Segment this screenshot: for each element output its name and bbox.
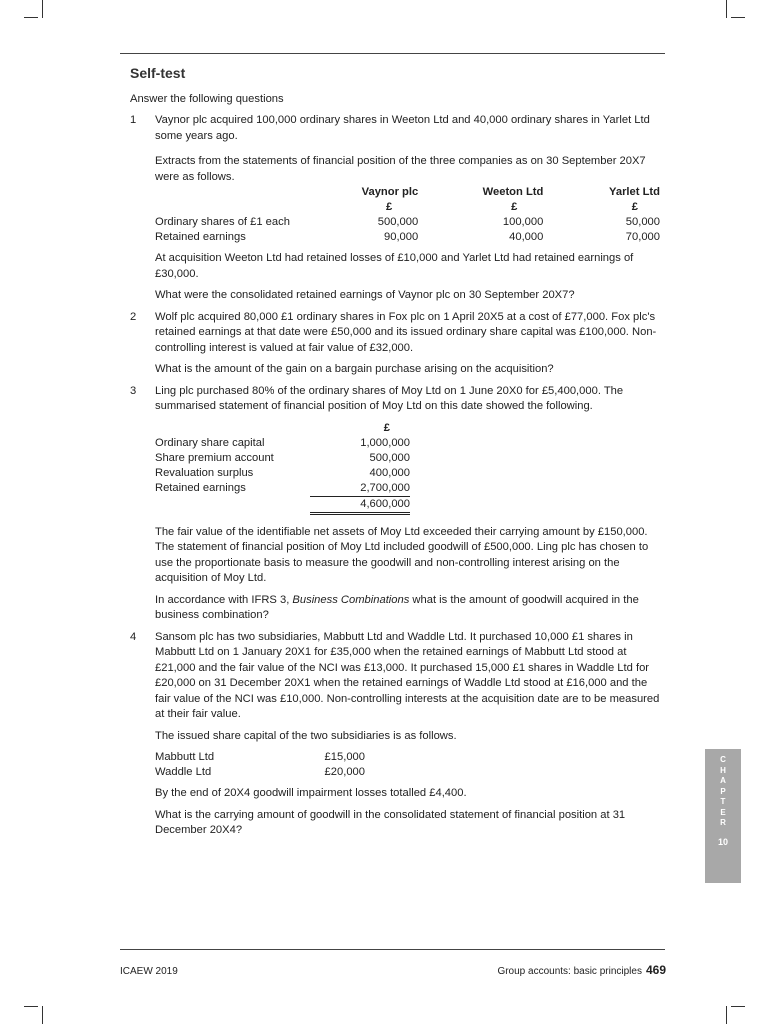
impairment-text: By the end of 20X4 goodwill impairment losses totalled £4,400. [155, 787, 467, 799]
column-header: Yarlet Ltd [609, 186, 660, 198]
share-capital-table [155, 750, 365, 780]
table-row: Ordinary share capital 1,000,000 [155, 436, 410, 449]
question-4 [130, 630, 660, 839]
unit-label: £ [511, 201, 518, 213]
unit-label: £ [385, 201, 393, 213]
crop-mark [24, 17, 38, 18]
footer-right [497, 963, 666, 977]
question-2 [130, 310, 660, 378]
table-row: Retained earnings 2,700,000 [155, 481, 410, 497]
question-text: Vaynor plc acquired 100,000 ordinary shares in Weeton Ltd and 40,000 ordinary shares in Yarlet Ltd some years ago. [155, 114, 650, 142]
crop-mark [731, 1006, 745, 1007]
footer-title: Group accounts: basic principles [497, 966, 642, 977]
question-1 [130, 113, 660, 304]
crop-mark [42, 1006, 43, 1024]
moy-position-table [155, 421, 410, 515]
column-header: Vaynor plc [361, 186, 419, 198]
question-text: Sansom plc has two subsidiaries, Mabbutt Ltd and Waddle Ltd. It purchased 10,000 £1 shares in Mabbutt Ltd on 1 January 20X1 for £35,000 when the retained earnings of Mabbutt Ltd stood at £21,000 and the fair value of the NCI was £13,000. It purchased 15,000 £1 shares in Waddle Ltd for £20,000 on 31 December 20X1 when the retained earnings of Waddle Ltd stood at £16,000 and the fair value of the NCI was £10,000. Non-controlling interests at the acquisition date are to be measured at their fair value. [155, 630, 660, 720]
question-number: 4 [130, 630, 137, 643]
page-number: 469 [645, 963, 666, 977]
question-text: Ling plc purchased 80% of the ordinary shares of Moy Ltd on 1 June 20X0 for £5,400,000. The summarised statement of financial position of Moy Ltd on this date showed the following. [155, 384, 624, 412]
table-row: Share premium account 500,000 [155, 451, 410, 464]
question-prompt: What were the consolidated retained earnings of Vaynor plc on 30 September 20X7? [155, 289, 575, 301]
intro-text: Answer the following questions [130, 92, 284, 105]
crop-mark [726, 0, 727, 18]
question-prompt: What is the carrying amount of goodwill in the consolidated statement of financial position at 31 December 20X4? [155, 808, 626, 836]
financial-position-table [155, 185, 660, 245]
crop-mark [42, 0, 43, 18]
table-row: Waddle Ltd £20,000 [155, 766, 365, 778]
total-row [155, 496, 410, 513]
chapter-number: 10 [717, 836, 728, 847]
bottom-rule [120, 949, 665, 950]
fair-value-text: The fair value of the identifiable net assets of Moy Ltd exceeded their carrying amount by £150,000. The statement of financial position of Moy Ltd included goodwill of £500,000. Ling plc has chosen to use the proportionate basis to measure the goodwill and non-controlling interest arising on the acquisition of Moy Ltd. [155, 525, 649, 584]
unit-label: £ [383, 421, 390, 434]
question-prompt: In accordance with IFRS 3, Business Combinations what is the amount of goodwill acquired in the business combination? [155, 593, 639, 621]
question-number: 2 [130, 310, 137, 323]
top-rule [120, 53, 665, 54]
question-3 [130, 384, 660, 624]
acquisition-text: At acquisition Weeton Ltd had retained losses of £10,000 and Yarlet Ltd had retained earnings of £30,000. [155, 252, 634, 280]
column-header: Weeton Ltd [482, 186, 544, 198]
total-value: 4,600,000 [310, 496, 410, 513]
table-row: Mabbutt Ltd £15,000 [155, 751, 365, 763]
question-text: Wolf plc acquired 80,000 £1 ordinary shares in Fox plc on 1 April 20X5 at a cost of £77,000. Fox plc's retained earnings at that date were £50,000 and its issued ordinary share capital was £100,000. Non-controlling interest is valued at fair value of £32,000. [155, 310, 657, 354]
footer-publisher: ICAEW 2019 [120, 966, 178, 977]
chapter-tab: C H A P T E R 10 [705, 749, 741, 883]
crop-mark [24, 1006, 38, 1007]
question-number: 3 [130, 384, 137, 397]
extract-text: Extracts from the statements of financial position of the three companies as on 30 September 20X7 were as follows. [155, 155, 646, 183]
page-content [130, 66, 660, 839]
footer-left [120, 966, 178, 977]
question-prompt: What is the amount of the gain on a bargain purchase arising on the acquisition? [155, 363, 554, 375]
crop-mark [731, 17, 745, 18]
unit-label: £ [631, 201, 638, 213]
table-row: Ordinary shares of £1 each 500,000 100,000 50,000 [155, 216, 660, 228]
crop-mark [726, 1006, 727, 1024]
question-number: 1 [130, 114, 137, 126]
table-row: Revaluation surplus 400,000 [155, 466, 410, 479]
section-heading: Self-test [130, 65, 186, 81]
table-row: Retained earnings 90,000 40,000 70,000 [155, 231, 660, 243]
capital-intro: The issued share capital of the two subsidiaries is as follows. [155, 729, 457, 742]
